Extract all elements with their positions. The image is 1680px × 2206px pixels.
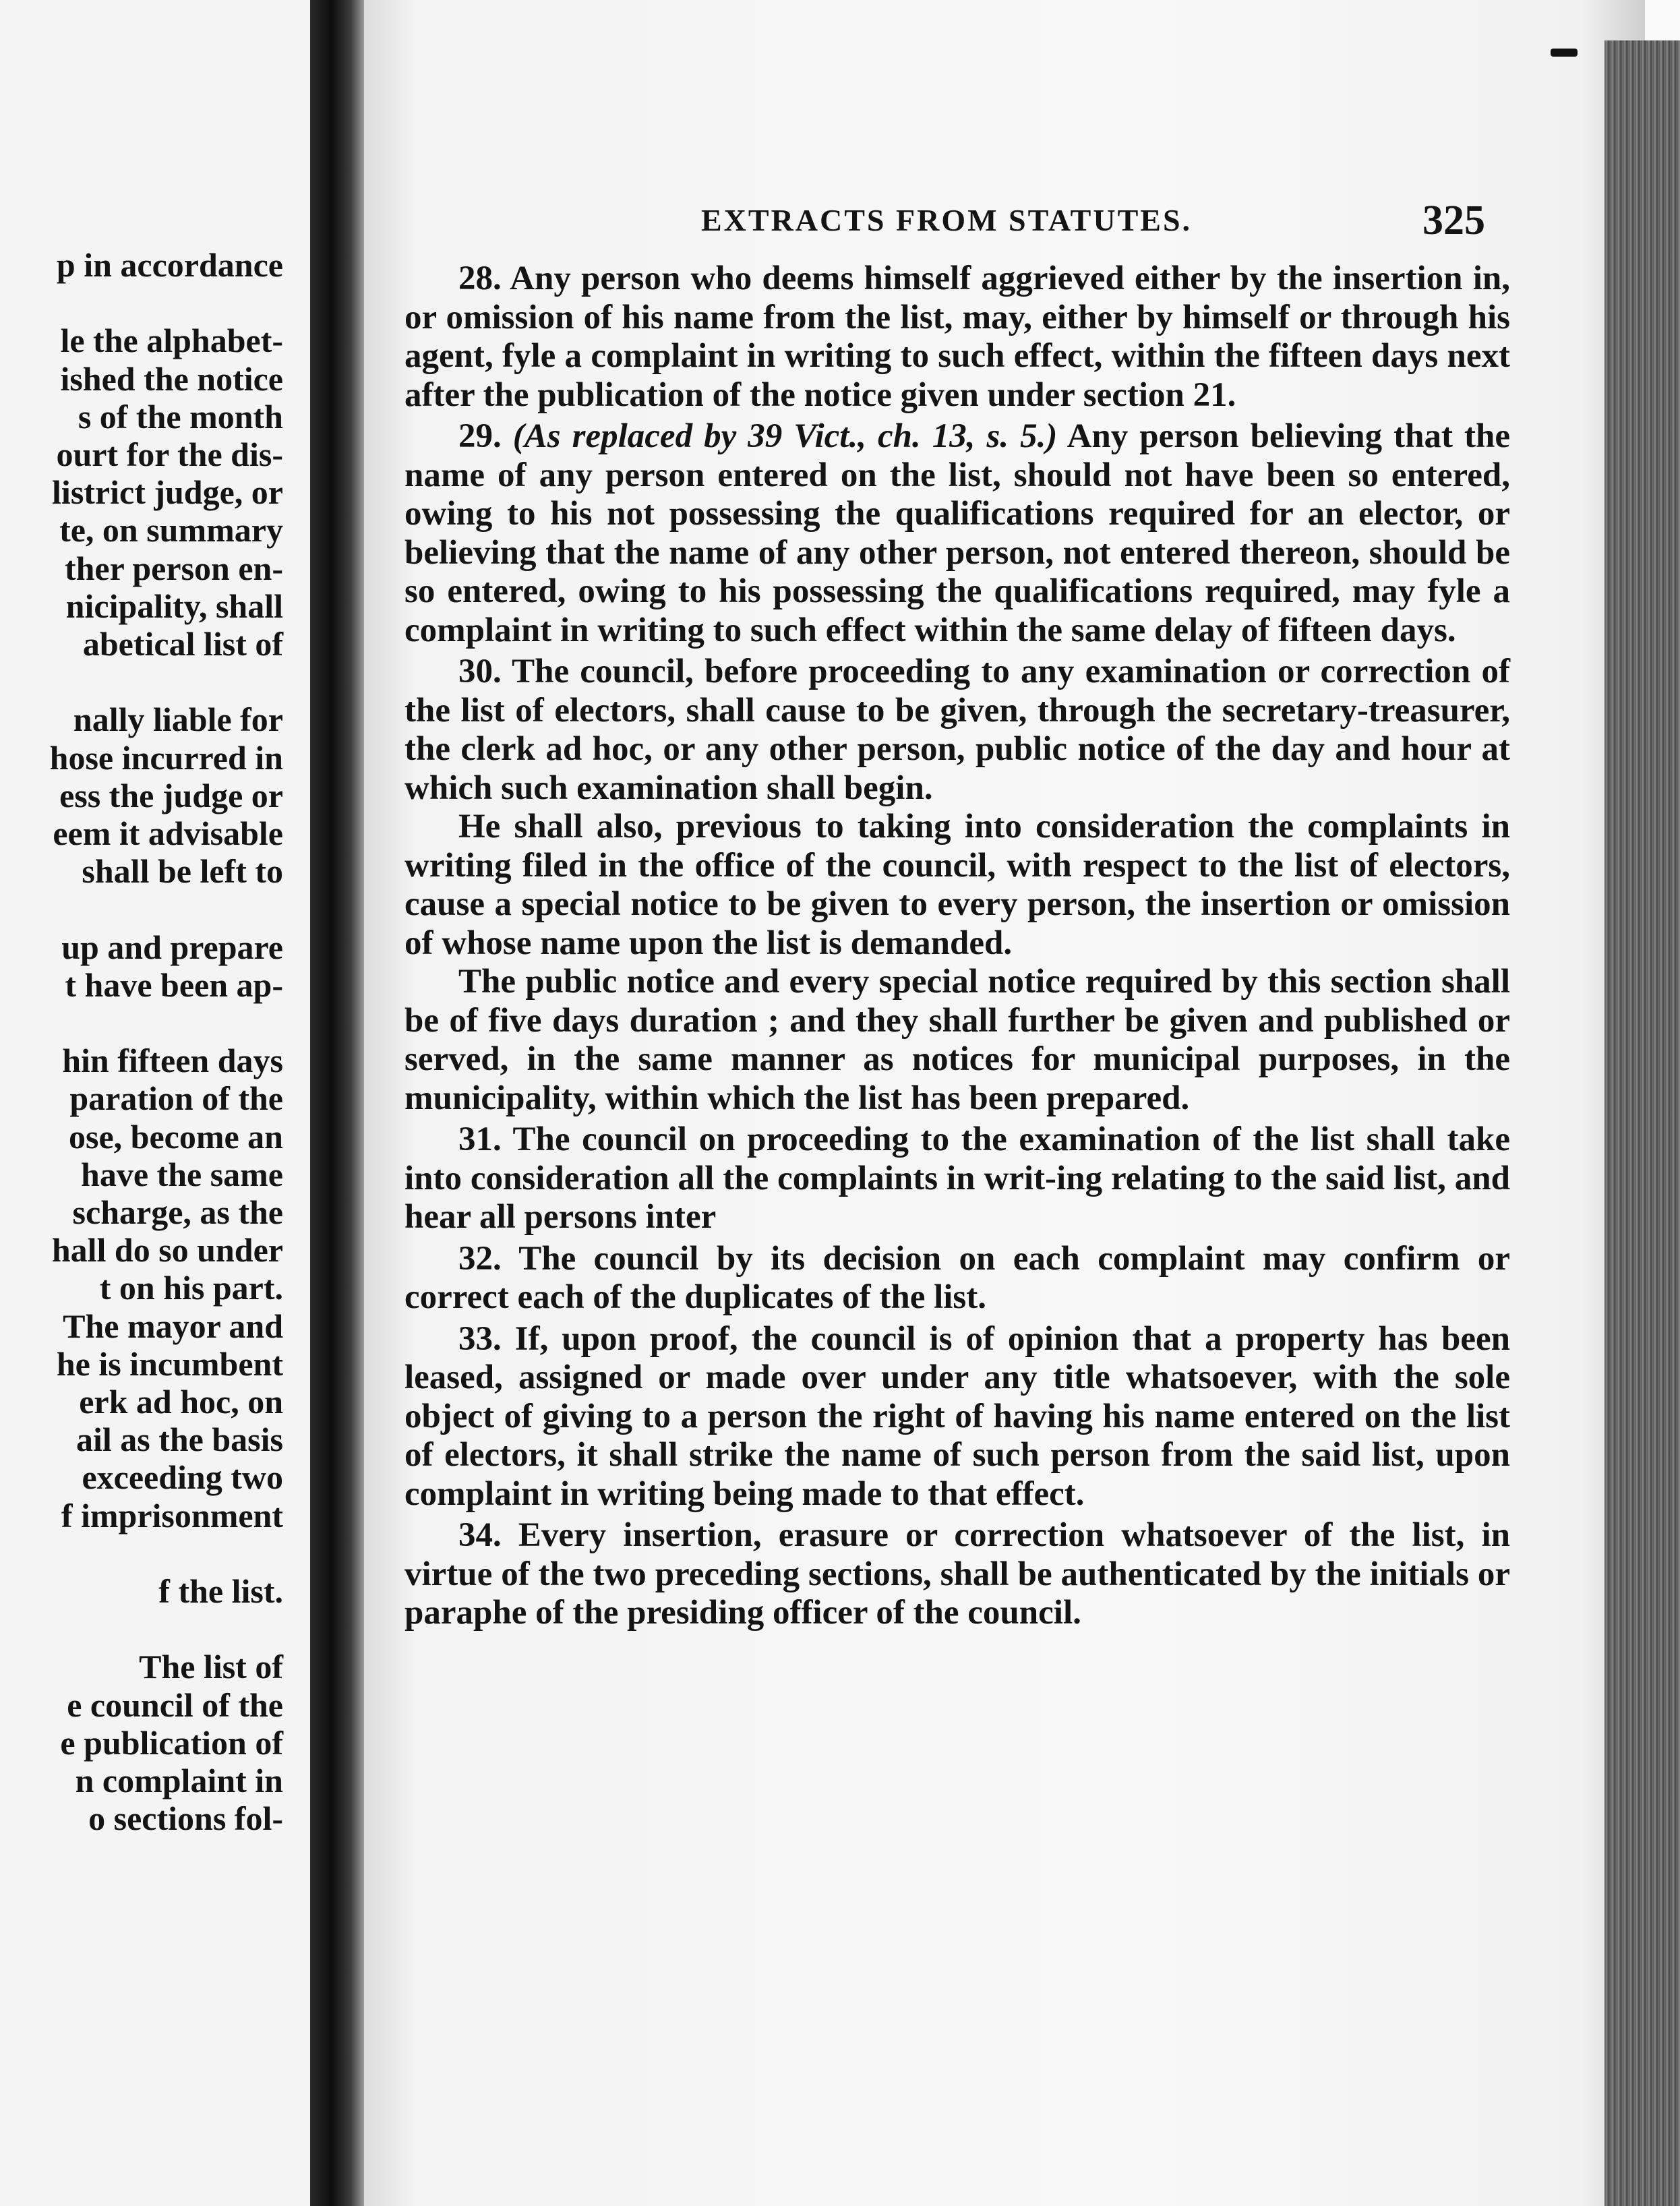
left-page-line: hose incurred in: [49, 738, 283, 777]
left-page-line: The list of: [139, 1648, 283, 1686]
left-page-line: te, on summary: [59, 511, 283, 549]
section-34: [404, 1516, 1510, 1633]
left-page-line: t on his part.: [99, 1269, 283, 1307]
left-page-line: hin fifteen days: [62, 1042, 283, 1080]
left-page-line: erk ad hoc, on: [79, 1383, 283, 1421]
left-page-line: up and prepare: [61, 928, 283, 966]
left-page: [0, 0, 310, 2206]
left-page-line: shall be left to: [82, 852, 283, 891]
statute-text: [404, 260, 1510, 1633]
left-page-line: f imprisonment: [61, 1496, 283, 1534]
left-page-line: e council of the: [67, 1686, 283, 1724]
left-page-line: have the same: [81, 1155, 283, 1193]
section-28: [404, 260, 1510, 415]
left-page-line: hall do so under: [51, 1231, 283, 1270]
section-32: [404, 1240, 1510, 1317]
book-gutter: [310, 0, 364, 2206]
left-page-line: nally liable for: [73, 700, 283, 739]
section-text: He shall also, previous to taking into consideration the complaints in writing filed in the office of the council, with respect to the list of electors, cause a special notice to be given to every person, the insertion or omission of whose name upon the list is demanded.: [404, 808, 1510, 962]
left-page-line: e publication of: [60, 1723, 283, 1762]
left-page-line: The mayor and: [63, 1307, 283, 1345]
section-number: 33.: [458, 1319, 502, 1358]
left-page-line: nicipality, shall: [65, 587, 283, 625]
left-page-line: listrict judge, or: [52, 473, 283, 512]
left-page-line: paration of the: [69, 1079, 283, 1118]
left-page-line: scharge, as the: [72, 1193, 283, 1231]
section-amendment-note: (As replaced by 39 Vict., ch. 13, s. 5.): [512, 417, 1058, 455]
section-30: [404, 653, 1510, 808]
running-header: EXTRACTS FROM STATUTES.: [701, 203, 1193, 237]
section-30-paragraph-2: [404, 808, 1510, 963]
section-text: The public notice and every special notice required by this section shall be of five days duration ; and they shall further be given and published or served, in the same manner as notices for municipal purposes, in the municipality, within which the list has been prepared.: [404, 963, 1510, 1117]
left-page-line: n complaint in: [75, 1762, 283, 1799]
page-edge-mark: [1551, 49, 1578, 57]
left-page-line: s of the month: [78, 397, 283, 436]
left-page-line: ess the judge or: [59, 776, 283, 814]
section-29: [404, 417, 1510, 650]
section-text: If, upon proof, the council is of opinion that a property has been leased, assigned or made over under any title whatsoever, with the sole object of giving to a person the right of having his name entered on the list of electors, it shall strike the name of such person from the said list, upon complaint in writing being made to that effect.: [404, 1319, 1510, 1513]
section-text: Any person believing that the name of any person entered on the list, should not have been so entered, owing to his not possessing the qualifications required for an elector, or believing that the name of any other person, not entered thereon, should be so entered, owing to his possessing the qualifications required, may fyle a complaint in writing to such effect within the same delay of fifteen days.: [404, 417, 1511, 649]
section-text: The council on proceeding to the examination of the list shall take into consideration all the complaints in writ-ing relating to the said list, and hear all persons inter: [404, 1121, 1510, 1236]
left-page-line: eem it advisable: [53, 814, 283, 852]
section-text: The council, before proceeding to any examination or correction of the list of electors, shall cause to be given, through the secretary-treasurer, the clerk ad hoc, or any other person, public notice of the day and hour at which such examination shall begin.: [404, 653, 1510, 807]
left-page-line: abetical list of: [82, 625, 283, 663]
section-33: [404, 1320, 1510, 1514]
left-page-line: ther person en-: [64, 549, 283, 587]
left-page-line: f the list.: [158, 1572, 283, 1610]
section-number: 28.: [458, 260, 502, 297]
left-page-line: o sections fol-: [88, 1799, 283, 1838]
page-edges: [1604, 40, 1680, 2206]
page-number: 325: [1422, 198, 1485, 243]
section-text: The council by its decision on each complaint may confirm or correct each of the duplicates of the list.: [404, 1239, 1510, 1316]
section-text: Every insertion, erasure or correction whatsoever of the list, in virtue of the two preceding sections, shall be authenticated by the initials or paraphe of the presiding officer of the council.: [404, 1516, 1510, 1632]
left-page-line: he is incumbent: [56, 1344, 283, 1383]
left-page-line: ourt for the dis-: [56, 436, 283, 473]
left-page-line: ail as the basis: [76, 1421, 283, 1459]
section-number: 30.: [458, 653, 502, 690]
left-page-line: exceeding two: [82, 1458, 283, 1497]
left-page-line: ished the notice: [60, 359, 283, 398]
section-number: 31.: [458, 1121, 502, 1158]
section-number: 32.: [458, 1239, 502, 1278]
left-page-line: p in accordance: [56, 246, 283, 284]
section-number: 29.: [458, 417, 502, 455]
section-text: Any person who deems himself aggrieved either by the insertion in, or omission of his name from the list, may, either by himself or through his agent, fyle a complaint in writing to such effect, within the fifteen days next after the publication of the notice given under section 21.: [404, 260, 1511, 414]
left-page-line: le the alphabet-: [60, 322, 283, 360]
section-30-paragraph-3: [404, 963, 1510, 1118]
left-page-line: t have been ap-: [65, 965, 283, 1004]
left-page-line: ose, become an: [69, 1117, 283, 1156]
section-number: 34.: [458, 1516, 502, 1554]
section-31: [404, 1121, 1510, 1237]
